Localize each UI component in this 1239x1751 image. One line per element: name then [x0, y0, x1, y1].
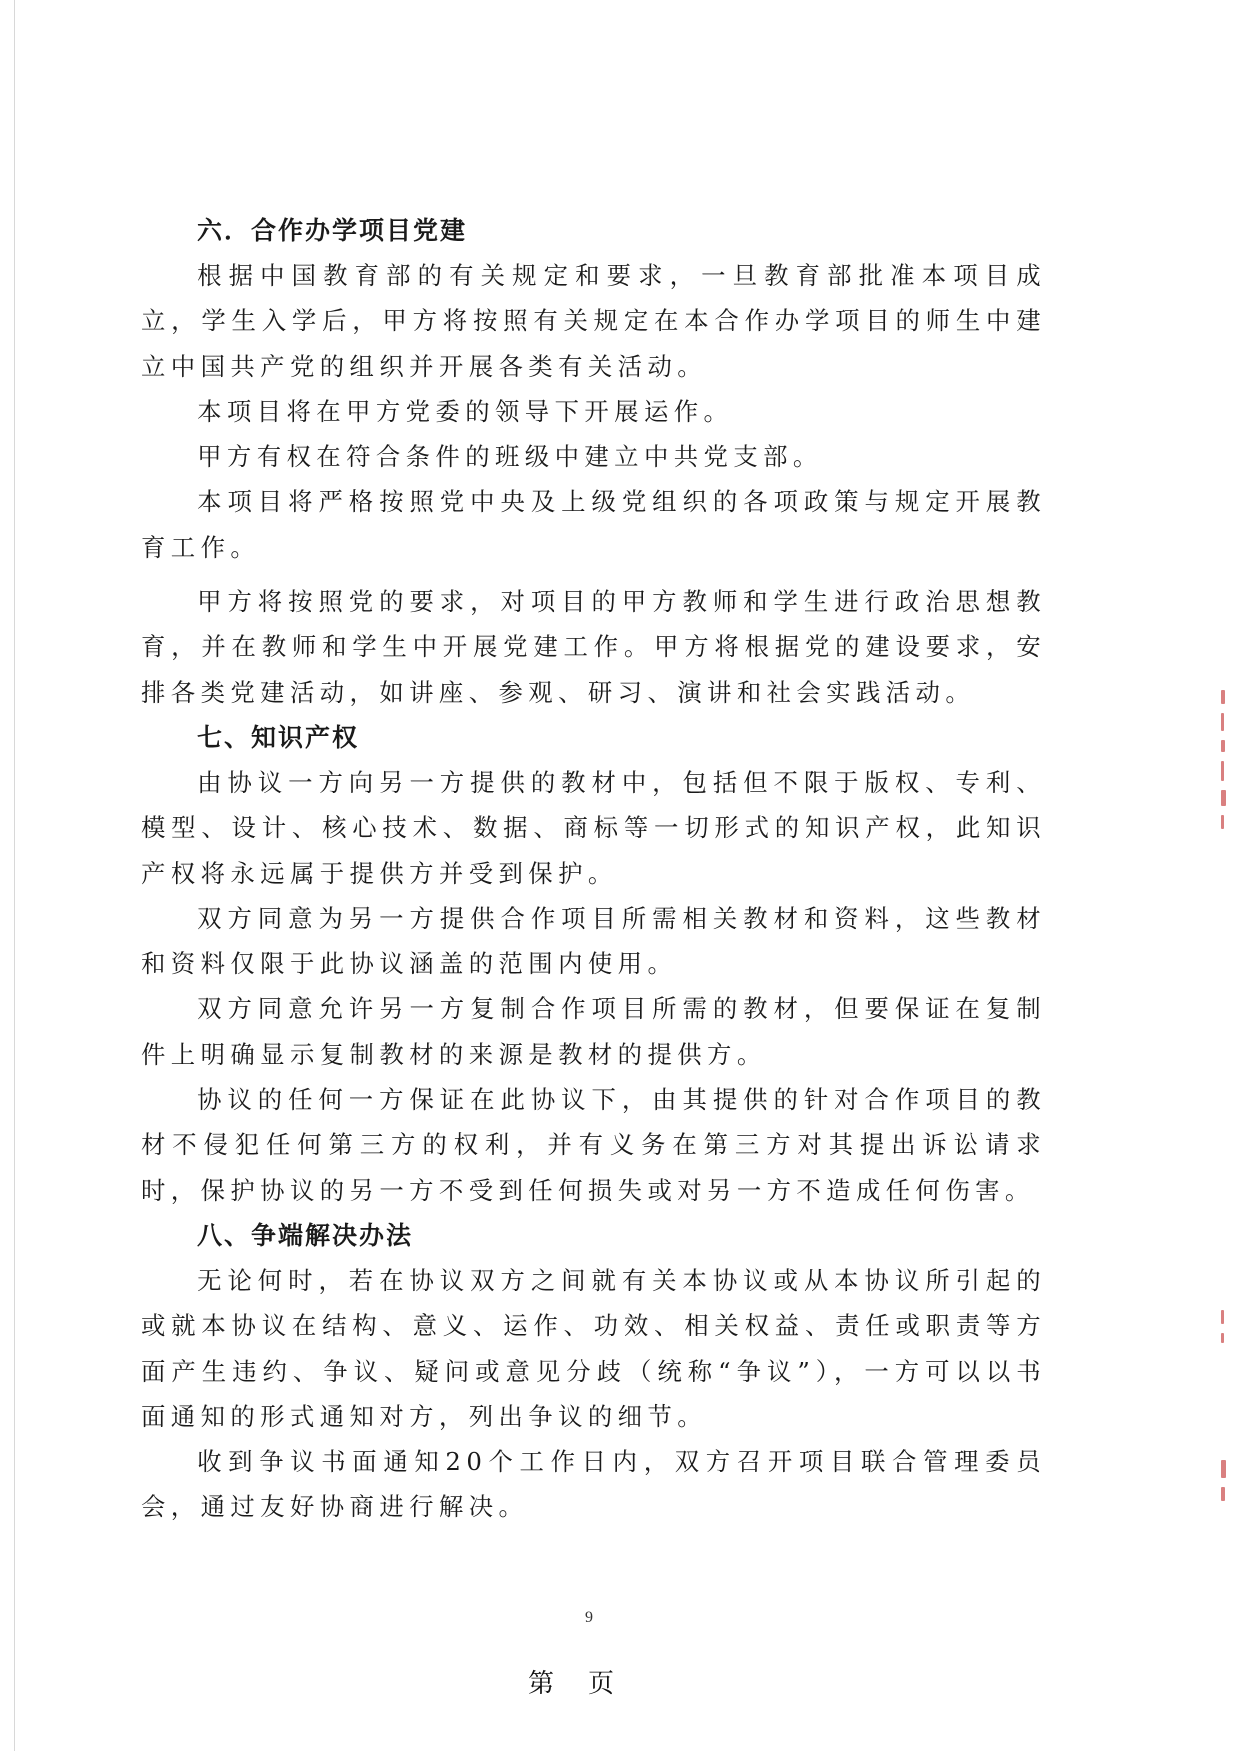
paragraph: 根据中国教育部的有关规定和要求，一旦教育部批准本项目成立，学生入学后，甲方将按照有关规定在本合作办学项目的师生中建立中国共产党的组织并开展各类有关活动。	[141, 261, 1046, 381]
seal-edge-mark	[1221, 1310, 1231, 1352]
footer-label-left: 第	[528, 1669, 555, 1699]
paragraph: 由协议一方向另一方提供的教材中，包括但不限于版权、专利、模型、设计、核心技术、数据、商标等一切形式的知识产权，此知识产权将永远属于提供方并受到保护。	[141, 767, 1046, 888]
paragraph: 本项目将在甲方党委的领导下开展运作。	[197, 396, 734, 426]
paragraph: 双方同意为另一方提供合作项目所需相关教材和资料，这些教材和资料仅限于此协议涵盖的范围内使用。	[141, 903, 1046, 979]
paragraph: 双方同意允许另一方复制合作项目所需的教材，但要保证在复制件上明确显示复制教材的来源是教材的提供方。	[141, 994, 1046, 1069]
page-number: 9	[585, 1609, 593, 1626]
paragraph: 本项目将严格按照党中央及上级党组织的各项政策与规定开展教育工作。	[141, 487, 1046, 562]
section-heading-dispute-resolution: 八、争端解决办法	[197, 1220, 414, 1250]
page-footer-label	[528, 1663, 614, 1700]
paragraph: 收到争议书面通知20个工作日内，双方召开项目联合管理委员会，通过友好协商进行解决。	[141, 1447, 1046, 1522]
paragraph: 无论何时，若在协议双方之间就有关本协议或从本协议所引起的或就本协议在结构、意义、运作、功效、相关权益、责任或职责等方面产生违约、争议、疑问或意见分歧（统称“争议”），一方可以以书面通知的形式通知对方，列出争议的细节。	[141, 1265, 1046, 1431]
paragraph: 协议的任何一方保证在此协议下，由其提供的针对合作项目的教材不侵犯任何第三方的权利，并有义务在第三方对其提出诉讼请求时，保护协议的另一方不受到任何损失或对另一方不造成任何伤害。	[141, 1085, 1046, 1205]
seal-edge-mark	[1221, 1460, 1231, 1510]
page-edge-line	[14, 0, 15, 1751]
paragraph: 甲方将按照党的要求，对项目的甲方教师和学生进行政治思想教育，并在教师和学生中开展党建工作。甲方将根据党的建设要求，安排各类党建活动，如讲座、参观、研习、演讲和社会实践活动。	[141, 587, 1046, 707]
section-heading-party-building: 六．合作办学项目党建	[197, 216, 468, 245]
footer-label-right: 页	[588, 1669, 615, 1699]
document-body	[141, 208, 1046, 1530]
section-heading-intellectual-property: 七、知识产权	[197, 722, 360, 752]
seal-edge-mark	[1221, 690, 1231, 838]
paragraph: 甲方有权在符合条件的班级中建立中共党支部。	[197, 442, 823, 472]
